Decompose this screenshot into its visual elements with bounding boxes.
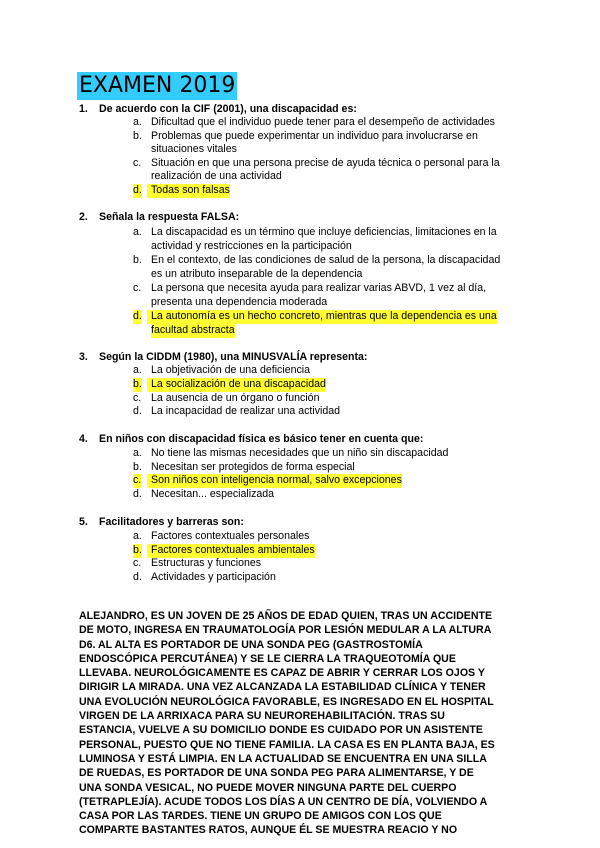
- question-number: 2.: [79, 211, 88, 223]
- case-line: DE MOTO, INGRESA EN TRAUMATOLOGÍA POR LESIÓN MEDULAR A LA ALTURA: [79, 624, 492, 637]
- case-line: (TETRAPLEJÍA). ACUDE TODOS LOS DÍAS A UN CENTRO DE DÍA, VOLVIENDO A: [79, 795, 488, 808]
- question-text: Según la CIDDM (1980), una MINUSVALÍA representa:: [99, 351, 368, 363]
- case-line: DE RUEDAS, ES PORTADOR DE UNA SONDA PEG PARA ALIMENTARSE, Y DE: [79, 767, 474, 780]
- case-line: LUMINOSA Y ESTÁ LIMPIA. EN LA ACTUALIDAD SE ENCUENTRA EN UNA SILLA: [79, 752, 487, 765]
- document-page: EXAMEN 2019 1. De acuerdo con la CIF (2001), una discapacidad es: a. Dificultad que el individuo puede tener para el desempeño de actividades b. Problemas que puede experimentar un individuo para involucrarse en situaciones vitales c. Situación en que una persona precise de ayuda técnica o personal para la realización de una actividad d. Todas son falsas 2. Señala la respuesta FALSA: a. La discapacidad es un término que incluye deficiencias, limitaciones en la actividad y restricciones en la participación b. En el contexto, de las condiciones de salud de la persona, la discapacidad es un atributo inseparable de la dependencia c. La persona que necesita ayuda para realizar varias ABVD, 1 vez al día, presenta una dependencia moderada d. La autonomía es un hecho concreto, mientras que la dependencia es una facultad abstracta 3. Según la CIDDM (1980), una MINUSVALÍA representa: a. La objetivación de una deficiencia b. La socialización de una discapacidad c. La ausencia de un órgano o función d. La incapacidad de realizar una actividad 4. En niños con discapacidad física es básico tener en cuenta que: a. No tiene las mismas necesidades que un niño sin discapacidad b. Necesitan ser protegidos de forma especial c. Son niños con inteligencia normal, salvo excepciones d. Necesitan... especializada 5. Facilitadores y barreras son: a. Factores contextuales personales b. Factores contextuales ambientales c. Estructuras y funciones d. Actividades y participación ALEJANDRO, ES UN JOVEN DE 25 AÑOS DE EDAD QUIEN, TRAS UN ACCIDENTE DE MOTO, INGRESA EN TRAUMATOLOGÍA POR LESIÓN MEDULAR A LA ALTURA D6. AL ALTA ES PORTADOR DE UNA SONDA PEG (GASTROSTOMÍA ENDOSCÓPICA PERCUTÁNEA) Y SE LE CIERRA LA TRAQUEOTOMÍA QUE LLEVABA. NEUROLÓGICAMENTE ES CAPAZ DE ABRIR Y CERRAR LOS OJOS Y DIRIGIR LA MIRADA. UNA VEZ ALCANZADA LA ESTABILIDAD CLÍNICA Y TENER UNA EVOLUCIÓN NEUROLÓGICA FAVORABLE, ES INGRESADO EN EL HOSPITAL VIRGEN DE LA ARRIXACA PARA SU NEUROREHABILITACIÓN. TRAS SU ESTANCIA, VUELVE A SU DOMICILIO DONDE ES CUIDADO POR UN ASISTENTE PERSONAL, PUESTO QUE NO TIENE FAMILIA. LA CASA ES EN PLANTA BAJA, ES LUMINOSA Y ESTÁ LIMPIA. EN LA ACTUALIDAD SE ENCUENTRA EN UNA SILLA DE RUEDAS, ES PORTADOR DE UNA SONDA PEG PARA ALIMENTARSE, Y DE UNA SONDA VESICAL, NO PUEDE MOVER NINGUNA PARTE DEL CUERPO (TETRAPLEJÍA). ACUDE TODOS LOS DÍAS A UN CENTRO DE DÍA, VOLVIENDO A CASA POR LAS TARDES. TIENE UN GRUPO DE AMIGOS CON LOS QUE COMPARTE BASTANTES RATOS, AUNQUE ÉL SE MUESTRA REACIO Y NO: [0, 0, 600, 848]
- case-line: CASA POR LAS TARDES. TIENE UN GRUPO DE AMIGOS CON LOS QUE: [79, 810, 442, 823]
- question-4: [79, 433, 423, 445]
- case-line: ALEJANDRO, ES UN JOVEN DE 25 AÑOS DE EDAD QUIEN, TRAS UN ACCIDENTE: [79, 610, 493, 622]
- exam-title: EXAMEN 2019: [79, 73, 236, 98]
- case-line: PERSONAL, PUESTO QUE NO TIENE FAMILIA. LA CASA ES EN PLANTA BAJA, ES: [79, 738, 495, 751]
- question-number: 5.: [79, 516, 88, 528]
- question-1: [79, 103, 357, 115]
- question-text: En niños con discapacidad física es básico tener en cuenta que:: [99, 433, 424, 445]
- case-line: ENDOSCÓPICA PERCUTÁNEA) Y SE LE CIERRA LA TRAQUEOTOMÍA QUE: [79, 652, 456, 665]
- question-number: 4.: [79, 433, 88, 445]
- case-line: ESTANCIA, VUELVE A SU DOMICILIO DONDE ES CUIDADO POR UN ASISTENTE: [79, 724, 483, 737]
- case-line: VIRGEN DE LA ARRIXACA PARA SU NEUROREHABILITACIÓN. TRAS SU: [79, 710, 445, 723]
- question-text: De acuerdo con la CIF (2001), una discapacidad es:: [99, 103, 357, 115]
- case-line: UNA SONDA VESICAL, NO PUEDE MOVER NINGUNA PARTE DEL CUERPO: [79, 781, 457, 794]
- question-text: Señala la respuesta FALSA:: [99, 211, 240, 223]
- question-5: [79, 516, 244, 528]
- case-line: DIRIGIR LA MIRADA. UNA VEZ ALCANZADA LA ESTABILIDAD CLÍNICA Y TENER: [79, 681, 486, 694]
- case-line: D6. AL ALTA ES PORTADOR DE UNA SONDA PEG (GASTROSTOMÍA: [79, 638, 423, 651]
- question-number: 3.: [79, 351, 88, 363]
- case-line: LLEVABA. NEUROLÓGICAMENTE ES CAPAZ DE ABRIR Y CERRAR LOS OJOS Y: [79, 667, 485, 680]
- question-3: [79, 351, 367, 363]
- question-number: 1.: [79, 103, 88, 115]
- case-line: COMPARTE BASTANTES RATOS, AUNQUE ÉL SE MUESTRA REACIO Y NO: [79, 824, 458, 837]
- question-2: [79, 211, 239, 223]
- question-text: Facilitadores y barreras son:: [99, 516, 244, 528]
- case-study-paragraph: [79, 609, 539, 838]
- case-line: UNA EVOLUCIÓN NEUROLÓGICA FAVORABLE, ES INGRESADO EN EL HOSPITAL: [79, 695, 494, 708]
